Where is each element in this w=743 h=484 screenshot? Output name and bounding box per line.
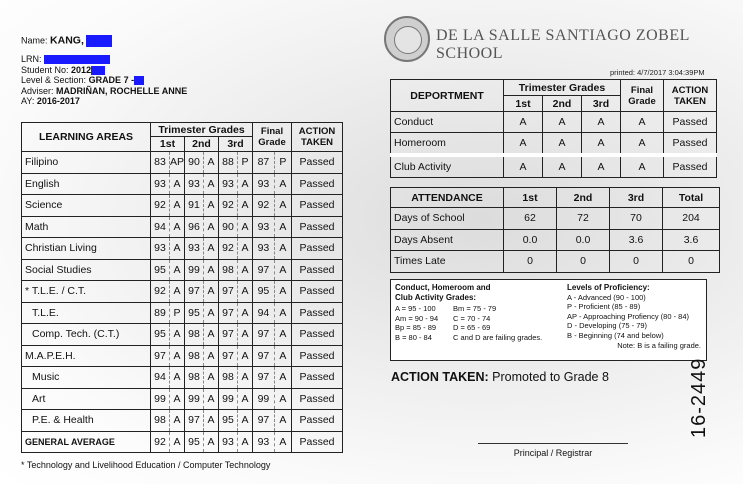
att-3rd: 3.6	[610, 229, 663, 251]
grade-3rd: 93	[219, 173, 238, 195]
school-seal-logo	[384, 16, 430, 62]
grade-1st: 95	[151, 324, 170, 346]
lrn-line: LRN:	[21, 54, 351, 65]
level-2nd: A	[204, 324, 219, 346]
level-2nd: A	[204, 173, 219, 195]
final-level: A	[274, 431, 291, 453]
redaction-lrn	[44, 55, 110, 64]
final-grade: 92	[253, 195, 275, 217]
legend-right	[567, 283, 705, 350]
deportment-row	[391, 155, 717, 178]
learning-area-name: P.E. & Health	[22, 410, 151, 432]
col-att-t1: 1st	[504, 188, 557, 208]
level-1st: P	[170, 302, 185, 324]
learning-area-name: Music	[22, 367, 151, 389]
grade-3rd: 97	[219, 302, 238, 324]
grade-1st: 89	[151, 302, 170, 324]
col-second-trimester: 2nd	[185, 137, 219, 152]
final-grade: 87	[253, 152, 275, 174]
learning-area-name: GENERAL AVERAGE	[22, 431, 151, 453]
dep-1st: A	[504, 133, 543, 156]
action-taken-cell: Passed	[292, 195, 343, 217]
legend-scale-a: A = 95 - 100	[395, 304, 436, 314]
attendance-row	[391, 208, 720, 230]
deportment-label: Club Activity	[391, 155, 504, 178]
action-taken-cell: Passed	[292, 238, 343, 260]
action-taken-cell: Passed	[292, 388, 343, 410]
att-total: 3.6	[663, 229, 720, 251]
final-grade: 97	[253, 324, 275, 346]
level-3rd: A	[238, 216, 253, 238]
att-3rd: 0	[610, 251, 663, 273]
name-line: Name: KANG,	[21, 35, 351, 47]
grade-1st: 99	[151, 388, 170, 410]
legend-scale-row	[395, 314, 565, 324]
action-taken-label: ACTION TAKEN:	[391, 370, 489, 384]
final-level: A	[274, 302, 291, 324]
grade-3rd: 93	[219, 431, 238, 453]
final-grade: 97	[253, 367, 275, 389]
grade-3rd: 90	[219, 216, 238, 238]
final-grade: 94	[253, 302, 275, 324]
signature-label: Principal / Registrar	[513, 448, 593, 458]
level-1st: A	[170, 238, 185, 260]
col-action-taken: ACTION TAKEN	[292, 123, 343, 152]
grade-2nd: 93	[185, 238, 204, 260]
level-3rd: P	[238, 152, 253, 174]
dep-2nd: A	[543, 112, 582, 133]
final-level: A	[274, 195, 291, 217]
level-2nd: A	[204, 216, 219, 238]
signature-line	[478, 443, 628, 444]
deportment-label: Homeroom	[391, 133, 504, 156]
col-trimester-grades: Trimester Grades	[151, 123, 253, 137]
col-first-trimester: 1st	[151, 137, 185, 152]
final-level: A	[274, 410, 291, 432]
table-row	[22, 324, 343, 346]
action-taken-cell: Passed	[292, 410, 343, 432]
learning-area-name: Comp. Tech. (C.T.)	[22, 324, 151, 346]
grade-2nd: 91	[185, 195, 204, 217]
grade-1st: 95	[151, 259, 170, 281]
grade-3rd: 98	[219, 367, 238, 389]
level-3rd: A	[238, 195, 253, 217]
level-1st: A	[170, 431, 185, 453]
dep-action: Passed	[664, 133, 717, 156]
legend-scale-b: C = 70 - 74	[453, 313, 491, 323]
grade-2nd: 98	[185, 345, 204, 367]
student-no-line: Student No: 2012	[21, 65, 351, 76]
level-2nd: A	[204, 259, 219, 281]
redaction-name	[86, 35, 112, 47]
level-3rd: A	[238, 431, 253, 453]
dep-final: A	[621, 133, 664, 156]
learning-area-name: English	[22, 173, 151, 195]
dep-1st: A	[504, 155, 543, 178]
final-grade: 95	[253, 281, 275, 303]
learning-area-name: Science	[22, 195, 151, 217]
attendance-table	[390, 187, 720, 273]
deportment-row	[391, 133, 717, 156]
level-1st: A	[170, 281, 185, 303]
final-level: A	[274, 173, 291, 195]
learning-area-name: T.L.E.	[22, 302, 151, 324]
grade-3rd: 88	[219, 152, 238, 174]
level-3rd: A	[238, 259, 253, 281]
proficiency-level: P - Proficient (85 - 89)	[567, 302, 641, 312]
grade-1st: 97	[151, 345, 170, 367]
legend-scale-a: Am = 90 - 94	[395, 313, 439, 323]
redaction-section	[134, 76, 144, 85]
grade-2nd: 98	[185, 367, 204, 389]
legend-scale-a: Bp = 85 - 89	[395, 323, 437, 333]
col-deportment: DEPORTMENT	[391, 80, 504, 112]
action-taken-cell: Passed	[292, 367, 343, 389]
attendance-row	[391, 229, 720, 251]
legend-right-title: Levels of Proficiency:	[567, 283, 650, 292]
legend-scale-row	[395, 333, 565, 343]
att-3rd: 70	[610, 208, 663, 230]
col-third-trimester: 3rd	[219, 137, 253, 152]
proficiency-level: AP - Approaching Profiency (80 - 84)	[567, 311, 690, 321]
col-final-grade: Final Grade	[253, 123, 292, 152]
grade-1st: 92	[151, 431, 170, 453]
att-2nd: 72	[557, 208, 610, 230]
grade-3rd: 92	[219, 195, 238, 217]
action-taken-cell: Passed	[292, 216, 343, 238]
footnote: * Technology and Livelihood Education / Computer Technology	[21, 460, 271, 470]
final-grade: 99	[253, 388, 275, 410]
action-taken-cell: Passed	[292, 302, 343, 324]
col-dep-action: ACTION TAKEN	[664, 80, 717, 112]
grade-3rd: 97	[219, 281, 238, 303]
final-level: P	[274, 152, 291, 174]
level-3rd: A	[238, 410, 253, 432]
learning-areas-table	[21, 122, 343, 453]
legend-scale-b: Bm = 75 - 79	[453, 304, 497, 314]
att-1st: 0.0	[504, 229, 557, 251]
level-3rd: A	[238, 324, 253, 346]
grade-3rd: 98	[219, 259, 238, 281]
legend-scale-row	[395, 304, 565, 314]
final-grade: 97	[253, 345, 275, 367]
legend-right-note: Note: B is a failing grade.	[617, 340, 701, 350]
dep-3rd: A	[582, 133, 621, 156]
grade-1st: 92	[151, 195, 170, 217]
grading-legend	[390, 279, 707, 361]
att-1st: 0	[504, 251, 557, 273]
final-grade: 93	[253, 238, 275, 260]
level-2nd: A	[204, 302, 219, 324]
proficiency-level: B - Beginning (74 and below)	[567, 330, 664, 340]
action-taken	[391, 370, 609, 384]
final-level: A	[274, 388, 291, 410]
action-taken-cell: Passed	[292, 281, 343, 303]
level-3rd: A	[238, 238, 253, 260]
level-2nd: A	[204, 281, 219, 303]
learning-area-name: Math	[22, 216, 151, 238]
attendance-label: Days of School	[391, 208, 504, 230]
final-grade: 93	[253, 431, 275, 453]
action-taken-cell: Passed	[292, 431, 343, 453]
proficiency-level: D - Developing (75 - 79)	[567, 321, 648, 331]
level-1st: A	[170, 195, 185, 217]
col-attendance: ATTENDANCE	[391, 188, 504, 208]
serial-number: 16-2449	[688, 357, 710, 438]
level-2nd: A	[204, 431, 219, 453]
att-total: 0	[663, 251, 720, 273]
action-taken-cell: Passed	[292, 173, 343, 195]
action-taken-cell: Passed	[292, 152, 343, 174]
proficiency-level: A - Advanced (90 - 100)	[567, 292, 646, 302]
deportment-table	[390, 79, 717, 178]
final-level: A	[274, 259, 291, 281]
grade-3rd: 97	[219, 324, 238, 346]
dep-1st: A	[504, 112, 543, 133]
att-2nd: 0.0	[557, 229, 610, 251]
level-3rd: A	[238, 173, 253, 195]
printed-timestamp: printed: 4/7/2017 3:04:39PM	[610, 68, 705, 77]
level-1st: A	[170, 345, 185, 367]
level-line: Level & Section: GRADE 7 -	[21, 75, 351, 86]
attendance-row	[391, 251, 720, 273]
grade-2nd: 97	[185, 281, 204, 303]
grade-1st: 93	[151, 173, 170, 195]
table-row	[22, 367, 343, 389]
grade-2nd: 95	[185, 431, 204, 453]
final-level: A	[274, 324, 291, 346]
level-2nd: A	[204, 195, 219, 217]
learning-area-name: Art	[22, 388, 151, 410]
col-dep-t2: 2nd	[543, 96, 582, 112]
ay-line: AY: 2016-2017	[21, 96, 80, 106]
legend-scale-b: D = 65 - 69	[453, 323, 491, 333]
legend-left-title-2: Club Activity Grades:	[395, 292, 477, 302]
grade-2nd: 96	[185, 216, 204, 238]
grade-3rd: 97	[219, 345, 238, 367]
redaction-student-no	[91, 66, 105, 75]
table-row	[22, 259, 343, 281]
learning-area-name: Social Studies	[22, 259, 151, 281]
learning-area-name: Christian Living	[22, 238, 151, 260]
grade-1st: 94	[151, 367, 170, 389]
level-1st: A	[170, 367, 185, 389]
table-row	[22, 216, 343, 238]
table-row	[22, 388, 343, 410]
level-3rd: A	[238, 367, 253, 389]
final-grade: 93	[253, 216, 275, 238]
final-level: A	[274, 216, 291, 238]
grade-1st: 98	[151, 410, 170, 432]
grade-2nd: 95	[185, 302, 204, 324]
learning-area-name: M.A.P.E.H.	[22, 345, 151, 367]
col-dep-t1: 1st	[504, 96, 543, 112]
final-grade: 93	[253, 173, 275, 195]
dep-2nd: A	[543, 155, 582, 178]
grade-2nd: 98	[185, 324, 204, 346]
grade-2nd: 90	[185, 152, 204, 174]
level-2nd: A	[204, 345, 219, 367]
learning-area-name: * T.L.E. / C.T.	[22, 281, 151, 303]
level-2nd: A	[204, 367, 219, 389]
level-2nd: A	[204, 238, 219, 260]
att-1st: 62	[504, 208, 557, 230]
table-row	[22, 152, 343, 174]
dep-final: A	[621, 155, 664, 178]
level-2nd: A	[204, 388, 219, 410]
col-att-total: Total	[663, 188, 720, 208]
final-level: A	[274, 367, 291, 389]
deportment-label: Conduct	[391, 112, 504, 133]
level-1st: A	[170, 410, 185, 432]
dep-final: A	[621, 112, 664, 133]
level-3rd: A	[238, 281, 253, 303]
level-1st: A	[170, 216, 185, 238]
level-3rd: A	[238, 345, 253, 367]
table-row	[22, 238, 343, 260]
legend-scale-a: B = 80 - 84	[395, 332, 432, 342]
col-att-t2: 2nd	[557, 188, 610, 208]
table-row	[22, 345, 343, 367]
school-name: DE LA SALLE SANTIAGO ZOBEL SCHOOL	[436, 27, 690, 62]
table-row	[22, 431, 343, 453]
grade-3rd: 92	[219, 238, 238, 260]
adviser-line: Adviser: MADRIÑAN, ROCHELLE ANNE	[21, 85, 188, 96]
action-taken-cell: Passed	[292, 345, 343, 367]
level-3rd: A	[238, 302, 253, 324]
legend-scale-b: C and D are failing grades.	[453, 332, 543, 342]
legend-scale-row	[395, 323, 565, 333]
grade-2nd: 99	[185, 259, 204, 281]
level-2nd: A	[204, 410, 219, 432]
table-row	[22, 281, 343, 303]
level-2nd: A	[204, 152, 219, 174]
grade-1st: 83	[151, 152, 170, 174]
final-level: A	[274, 238, 291, 260]
col-dep-t3: 3rd	[582, 96, 621, 112]
level-1st: AP	[170, 152, 185, 174]
legend-left	[395, 283, 565, 343]
grade-1st: 94	[151, 216, 170, 238]
col-att-t3: 3rd	[610, 188, 663, 208]
grade-3rd: 99	[219, 388, 238, 410]
attendance-label: Days Absent	[391, 229, 504, 251]
action-taken-value: Promoted to Grade 8	[492, 370, 609, 384]
final-level: A	[274, 345, 291, 367]
grade-3rd: 95	[219, 410, 238, 432]
grade-2nd: 99	[185, 388, 204, 410]
level-3rd: A	[238, 388, 253, 410]
attendance-label: Times Late	[391, 251, 504, 273]
dep-3rd: A	[582, 112, 621, 133]
dep-action: Passed	[664, 155, 717, 178]
student-info	[21, 35, 351, 107]
grade-1st: 92	[151, 281, 170, 303]
final-grade: 97	[253, 410, 275, 432]
level-1st: A	[170, 388, 185, 410]
grade-1st: 93	[151, 238, 170, 260]
dep-3rd: A	[582, 155, 621, 178]
grade-2nd: 93	[185, 173, 204, 195]
level-1st: A	[170, 324, 185, 346]
legend-left-title-1: Conduct, Homeroom and	[395, 283, 491, 292]
deportment-row	[391, 112, 717, 133]
col-dep-trimester: Trimester Grades	[504, 80, 621, 96]
att-2nd: 0	[557, 251, 610, 273]
action-taken-cell: Passed	[292, 259, 343, 281]
final-level: A	[274, 281, 291, 303]
table-row	[22, 410, 343, 432]
dep-2nd: A	[543, 133, 582, 156]
grade-2nd: 97	[185, 410, 204, 432]
learning-area-name: Filipino	[22, 152, 151, 174]
table-row	[22, 195, 343, 217]
col-dep-final: Final Grade	[621, 80, 664, 112]
table-row	[22, 173, 343, 195]
att-total: 204	[663, 208, 720, 230]
col-learning-areas: LEARNING AREAS	[22, 123, 151, 152]
final-grade: 97	[253, 259, 275, 281]
action-taken-cell: Passed	[292, 324, 343, 346]
level-1st: A	[170, 173, 185, 195]
level-1st: A	[170, 259, 185, 281]
dep-action: Passed	[664, 112, 717, 133]
table-row	[22, 302, 343, 324]
